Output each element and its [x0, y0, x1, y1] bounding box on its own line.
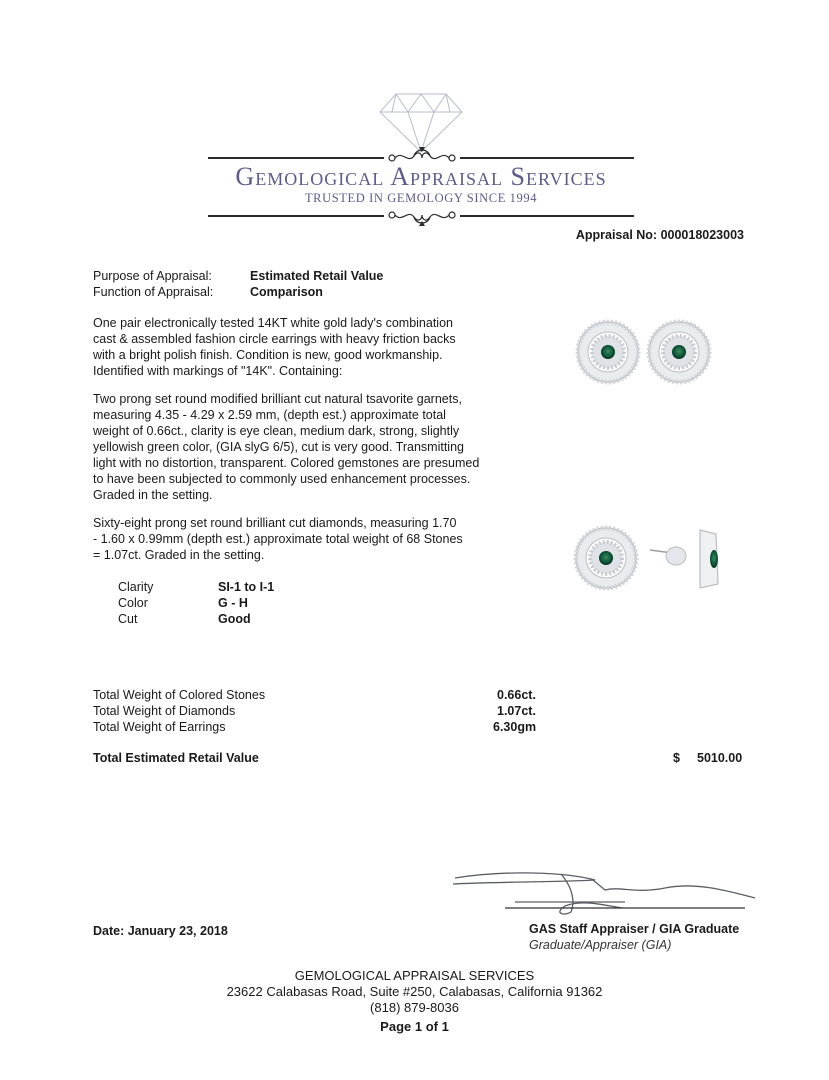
- retail-currency: $: [673, 751, 680, 765]
- footer-phone: (818) 879-8036: [370, 1000, 459, 1015]
- total-diamonds-value: 1.07ct.: [497, 704, 536, 718]
- description-line: yellowish green color, (GIA slyG 6/5), cut is very good. Transmitting: [93, 440, 464, 454]
- grade-label: Cut: [118, 612, 138, 626]
- logo-top-rule-right: [460, 157, 634, 159]
- diamond-description: [93, 515, 533, 563]
- description-line: measuring 4.35 - 4.29 x 2.59 mm, (depth est.) approximate total: [93, 408, 446, 422]
- grade-row: [118, 579, 275, 595]
- appraiser-signature: [445, 868, 765, 920]
- appraiser-subtitle: Graduate/Appraiser (GIA): [529, 938, 672, 952]
- grade-value: Good: [218, 612, 251, 626]
- description-line: weight of 0.66ct., clarity is eye clean, medium dark, strong, slightly: [93, 424, 460, 438]
- appraiser-title: GAS Staff Appraiser / GIA Graduate: [529, 922, 740, 936]
- grade-value: G - H: [218, 596, 248, 610]
- earrings-front-pair-photo: [575, 318, 745, 388]
- company-tagline: TRUSTED IN GEMOLOGY SINCE 1994: [304, 191, 538, 205]
- total-colored-stones-label: Total Weight of Colored Stones: [93, 688, 266, 702]
- total-diamonds-label: Total Weight of Diamonds: [93, 704, 236, 718]
- grade-label: Color: [118, 596, 148, 610]
- grade-label: Clarity: [118, 580, 154, 594]
- logo-bottom-rule-left: [208, 215, 384, 217]
- logo-top-rule-left: [208, 157, 384, 159]
- grade-row: [118, 595, 248, 611]
- diamond-grades: [118, 579, 275, 627]
- company-name: Gemological Appraisal Services: [235, 162, 607, 191]
- retail-value-label: Total Estimated Retail Value: [93, 751, 259, 765]
- description-line: = 1.07ct. Graded in the setting.: [93, 548, 265, 562]
- description-line: Sixty-eight prong set round brilliant cut diamonds, measuring 1.70: [93, 516, 457, 530]
- item-description: [93, 315, 533, 379]
- garnet-description: [93, 391, 533, 503]
- description-line: with a bright polish finish. Condition is new, good workmanship.: [93, 348, 443, 362]
- footer-company: GEMOLOGICAL APPRAISAL SERVICES: [294, 968, 535, 983]
- earring-image: [572, 524, 742, 594]
- grade-row: [118, 611, 251, 627]
- function-value: Comparison: [250, 285, 323, 299]
- appraisal-number: Appraisal No: 000018023003: [575, 228, 744, 242]
- total-earrings-label: Total Weight of Earrings: [93, 720, 226, 734]
- appraisal-date: Date: January 23, 2018: [93, 924, 228, 938]
- grade-value: SI-1 to I-1: [218, 580, 275, 594]
- diamond-icon: [378, 92, 464, 154]
- function-label: Function of Appraisal:: [93, 285, 214, 299]
- page-number: Page 1 of 1: [380, 1019, 449, 1034]
- total-earrings-value: 6.30gm: [493, 720, 537, 734]
- retail-value: 5010.00: [697, 751, 743, 765]
- description-line: One pair electronically tested 14KT white gold lady's combination: [93, 316, 453, 330]
- description-line: light with no distortion, transparent. Colored gemstones are presumed: [93, 456, 480, 470]
- earring-image: [575, 318, 745, 388]
- description-line: to have been subjected to commonly used enhancement processes.: [93, 472, 471, 486]
- footer-address: 23622 Calabasas Road, Suite #250, Calabasas, California 91362: [226, 984, 603, 999]
- description-line: Graded in the setting.: [93, 488, 213, 502]
- purpose-value: Estimated Retail Value: [250, 269, 384, 283]
- scroll-ornament-icon: [384, 205, 460, 227]
- logo-bottom-rule-right: [460, 215, 634, 217]
- description-line: cast & assembled fashion circle earrings with heavy friction backs: [93, 332, 456, 346]
- purpose-label: Purpose of Appraisal:: [93, 269, 212, 283]
- description-line: Identified with markings of "14K". Containing:: [93, 364, 343, 378]
- description-line: - 1.60 x 0.99mm (depth est.) approximate total weight of 68 Stones: [93, 532, 463, 546]
- total-colored-stones-value: 0.66ct.: [497, 688, 536, 702]
- earrings-front-side-photo: [572, 524, 742, 594]
- description-line: Two prong set round modified brilliant cut natural tsavorite garnets,: [93, 392, 462, 406]
